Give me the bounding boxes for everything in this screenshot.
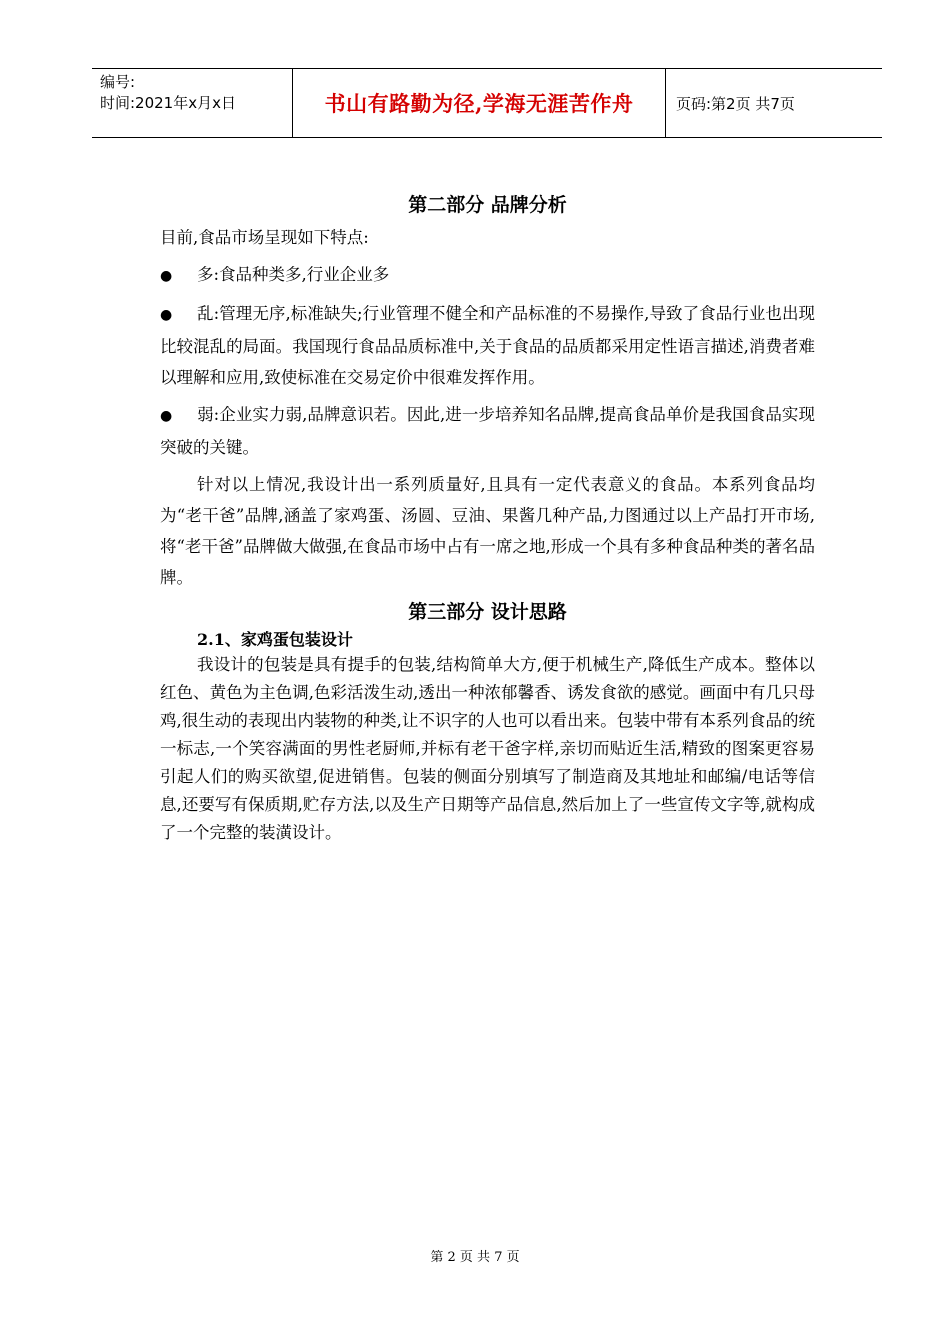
- header-meta: [92, 69, 293, 137]
- page-header: [92, 68, 882, 138]
- section-intro: 目前,食品市场呈现如下特点:: [160, 228, 369, 247]
- bullet-icon: ●: [160, 268, 173, 284]
- list-item: [160, 298, 815, 393]
- list-item: [160, 399, 815, 463]
- time-label: 时间:2021年x月x日: [100, 94, 236, 112]
- header-page-number: 页码:第2页 共7页: [676, 94, 795, 113]
- bullet-icon: ●: [160, 408, 173, 424]
- bullet-text-chaos: 乱:管理无序,标准缺失;行业管理不健全和产品标准的不易操作,导致了食品行业也出现比较混乱的局面。我国现行食品品质标准中,关于食品的品质都采用定性语言描述,消费者难以理解和应用,致使标准在交易定价中很难发挥作用。: [160, 304, 815, 387]
- number-label: 编号:: [100, 73, 136, 91]
- list-item: [160, 259, 815, 292]
- section-title-design-ideas: 第三部分 设计思路: [408, 601, 567, 623]
- subsection-heading: 2.1、家鸡蛋包装设计: [197, 630, 353, 649]
- bullet-text-weak: 弱:企业实力弱,品牌意识若。因此,进一步培养知名品牌,提高食品单价是我国食品实现突破的关键。: [160, 405, 815, 457]
- page-footer: 第 2 页 共 7 页: [430, 1250, 520, 1265]
- section-title-brand-analysis: 第二部分 品牌分析: [408, 194, 567, 216]
- design-body-paragraph: 我设计的包装是具有提手的包装,结构简单大方,便于机械生产,降低生产成本。整体以红色、黄色为主色调,色彩活泼生动,透出一种浓郁馨香、诱发食欲的感觉。画面中有几只母鸡,很生动的表现出内装物的种类,让不识字的人也可以看出来。包装中带有本系列食品的统一标志,一个笑容满面的男性老厨师,并标有老干爸字样,亲切而贴近生活,精致的图案更容易引起人们的购买欲望,促进销售。包装的侧面分别填写了制造商及其地址和邮编/电话等信息,还要写有保质期,贮存方法,以及生产日期等产品信息,然后加上了一些宣传文字等,就构成了一个完整的装潢设计。: [160, 655, 815, 842]
- document-body: [160, 188, 815, 847]
- header-motto: 书山有路勤为径,学海无涯苦作舟: [293, 69, 666, 137]
- bullet-text-many: 多:食品种类多,行业企业多: [197, 265, 390, 284]
- bullet-icon: ●: [160, 307, 173, 323]
- section-closing-paragraph: 针对以上情况,我设计出一系列质量好,且具有一定代表意义的食品。本系列食品均为“老干爸”品牌,涵盖了家鸡蛋、汤圆、豆油、果酱几种产品,力图通过以上产品打开市场,将“老干爸”品牌做大做强,在食品市场中占有一席之地,形成一个具有多种食品种类的著名品牌。: [160, 475, 815, 587]
